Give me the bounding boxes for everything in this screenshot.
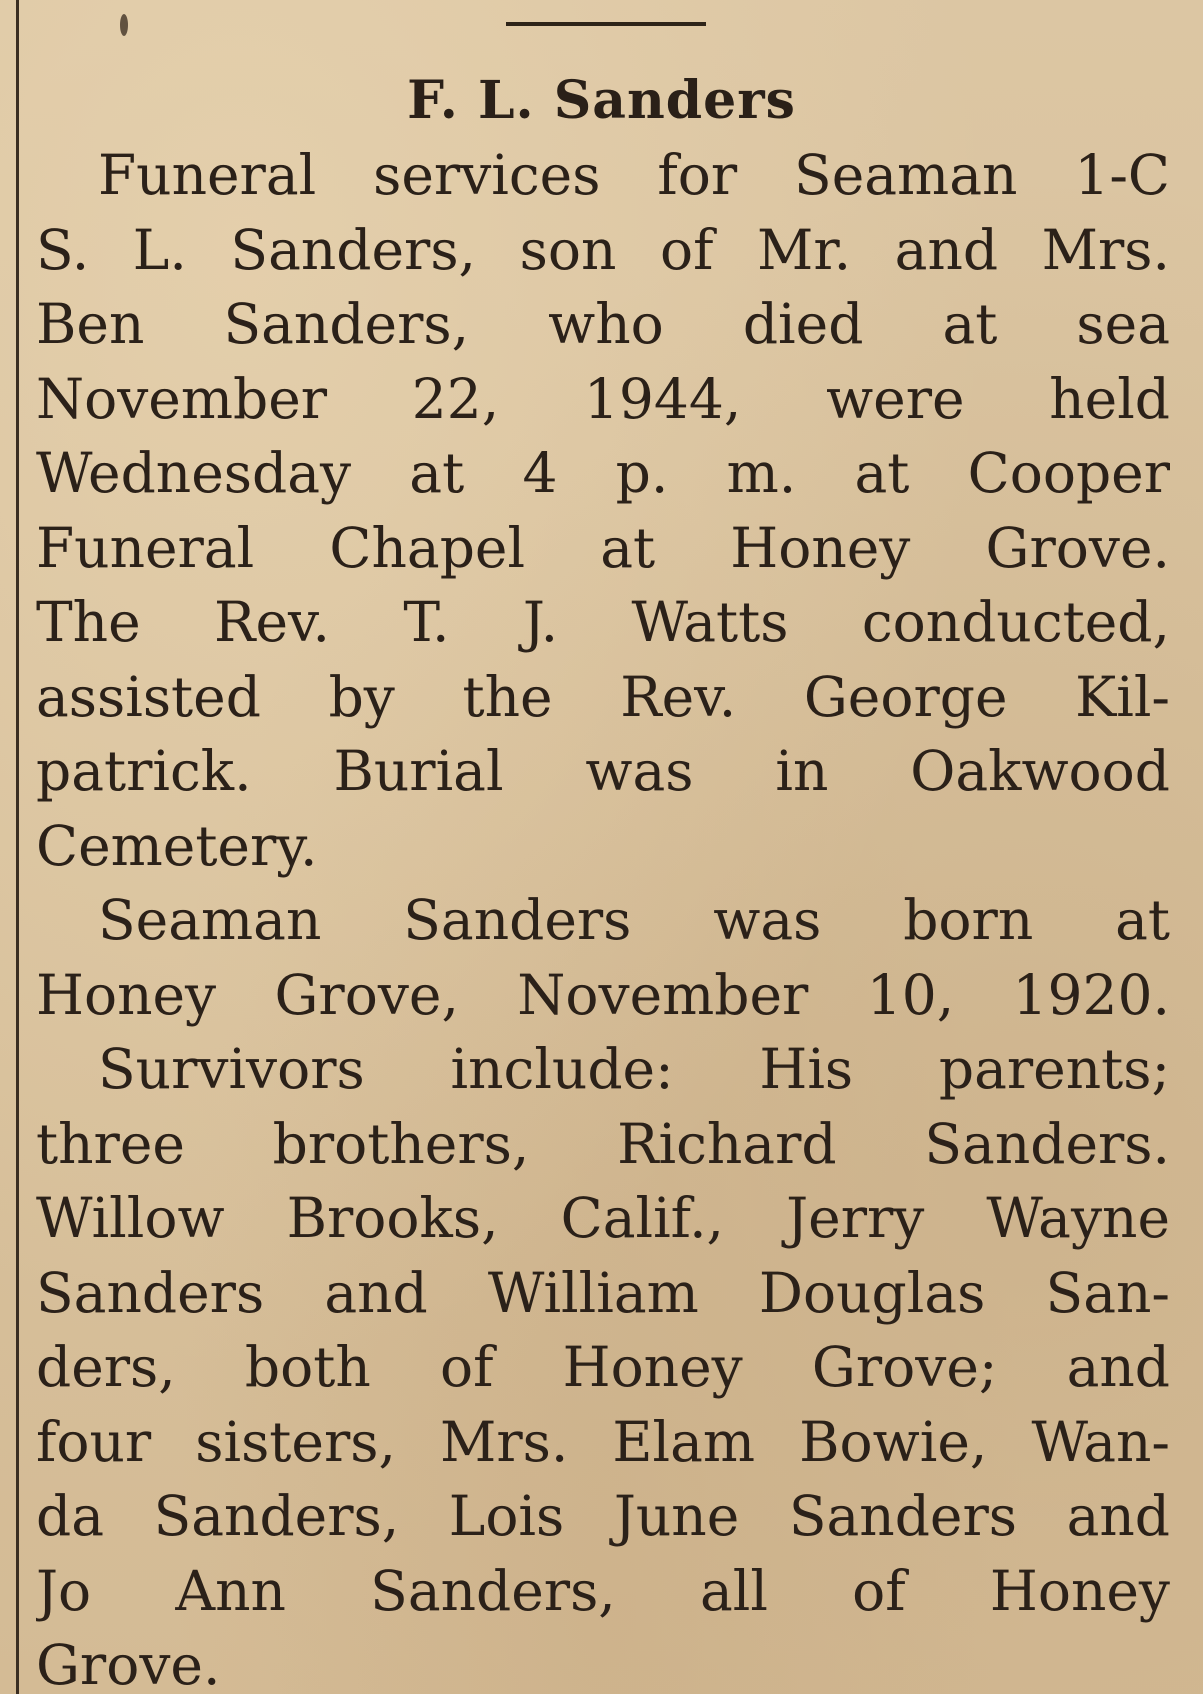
text-line: assisted by the Rev. George Kil-	[36, 664, 1170, 729]
obituary-headline: F. L. Sanders	[407, 70, 796, 131]
header-rule	[506, 22, 706, 26]
text-line: S. L. Sanders, son of Mr. and Mrs.	[36, 217, 1170, 282]
text-line: four sisters, Mrs. Elam Bowie, Wan-	[36, 1409, 1170, 1474]
text-line: November 22, 1944, were held	[36, 366, 1170, 431]
text-line: Seaman Sanders was born at	[98, 888, 1170, 952]
text-line: ders, both of Honey Grove; and	[36, 1335, 1170, 1399]
ink-blot	[120, 14, 128, 36]
text-line: Cemetery.	[36, 813, 318, 878]
column-rule	[16, 0, 19, 1694]
text-line: Wednesday at 4 p. m. at Cooper	[36, 441, 1170, 505]
text-line: Willow Brooks, Calif., Jerry Wayne	[36, 1186, 1170, 1250]
text-line: Funeral services for Seaman 1-C	[98, 143, 1170, 207]
text-line: Jo Ann Sanders, all of Honey	[36, 1558, 1170, 1623]
text-line: The Rev. T. J. Watts conducted,	[36, 590, 1170, 654]
text-line: Grove.	[36, 1633, 221, 1694]
text-line: Honey Grove, November 10, 1920.	[36, 962, 1170, 1027]
text-line: Ben Sanders, who died at sea	[36, 292, 1170, 356]
text-line: Survivors include: His parents;	[98, 1037, 1170, 1101]
obituary-body	[36, 138, 1170, 1694]
text-line: Funeral Chapel at Honey Grove.	[36, 515, 1170, 580]
text-line: Sanders and William Douglas San-	[36, 1260, 1170, 1325]
text-line: patrick. Burial was in Oakwood	[36, 739, 1170, 803]
text-line: three brothers, Richard Sanders.	[36, 1111, 1170, 1176]
text-line: da Sanders, Lois June Sanders and	[36, 1484, 1170, 1548]
